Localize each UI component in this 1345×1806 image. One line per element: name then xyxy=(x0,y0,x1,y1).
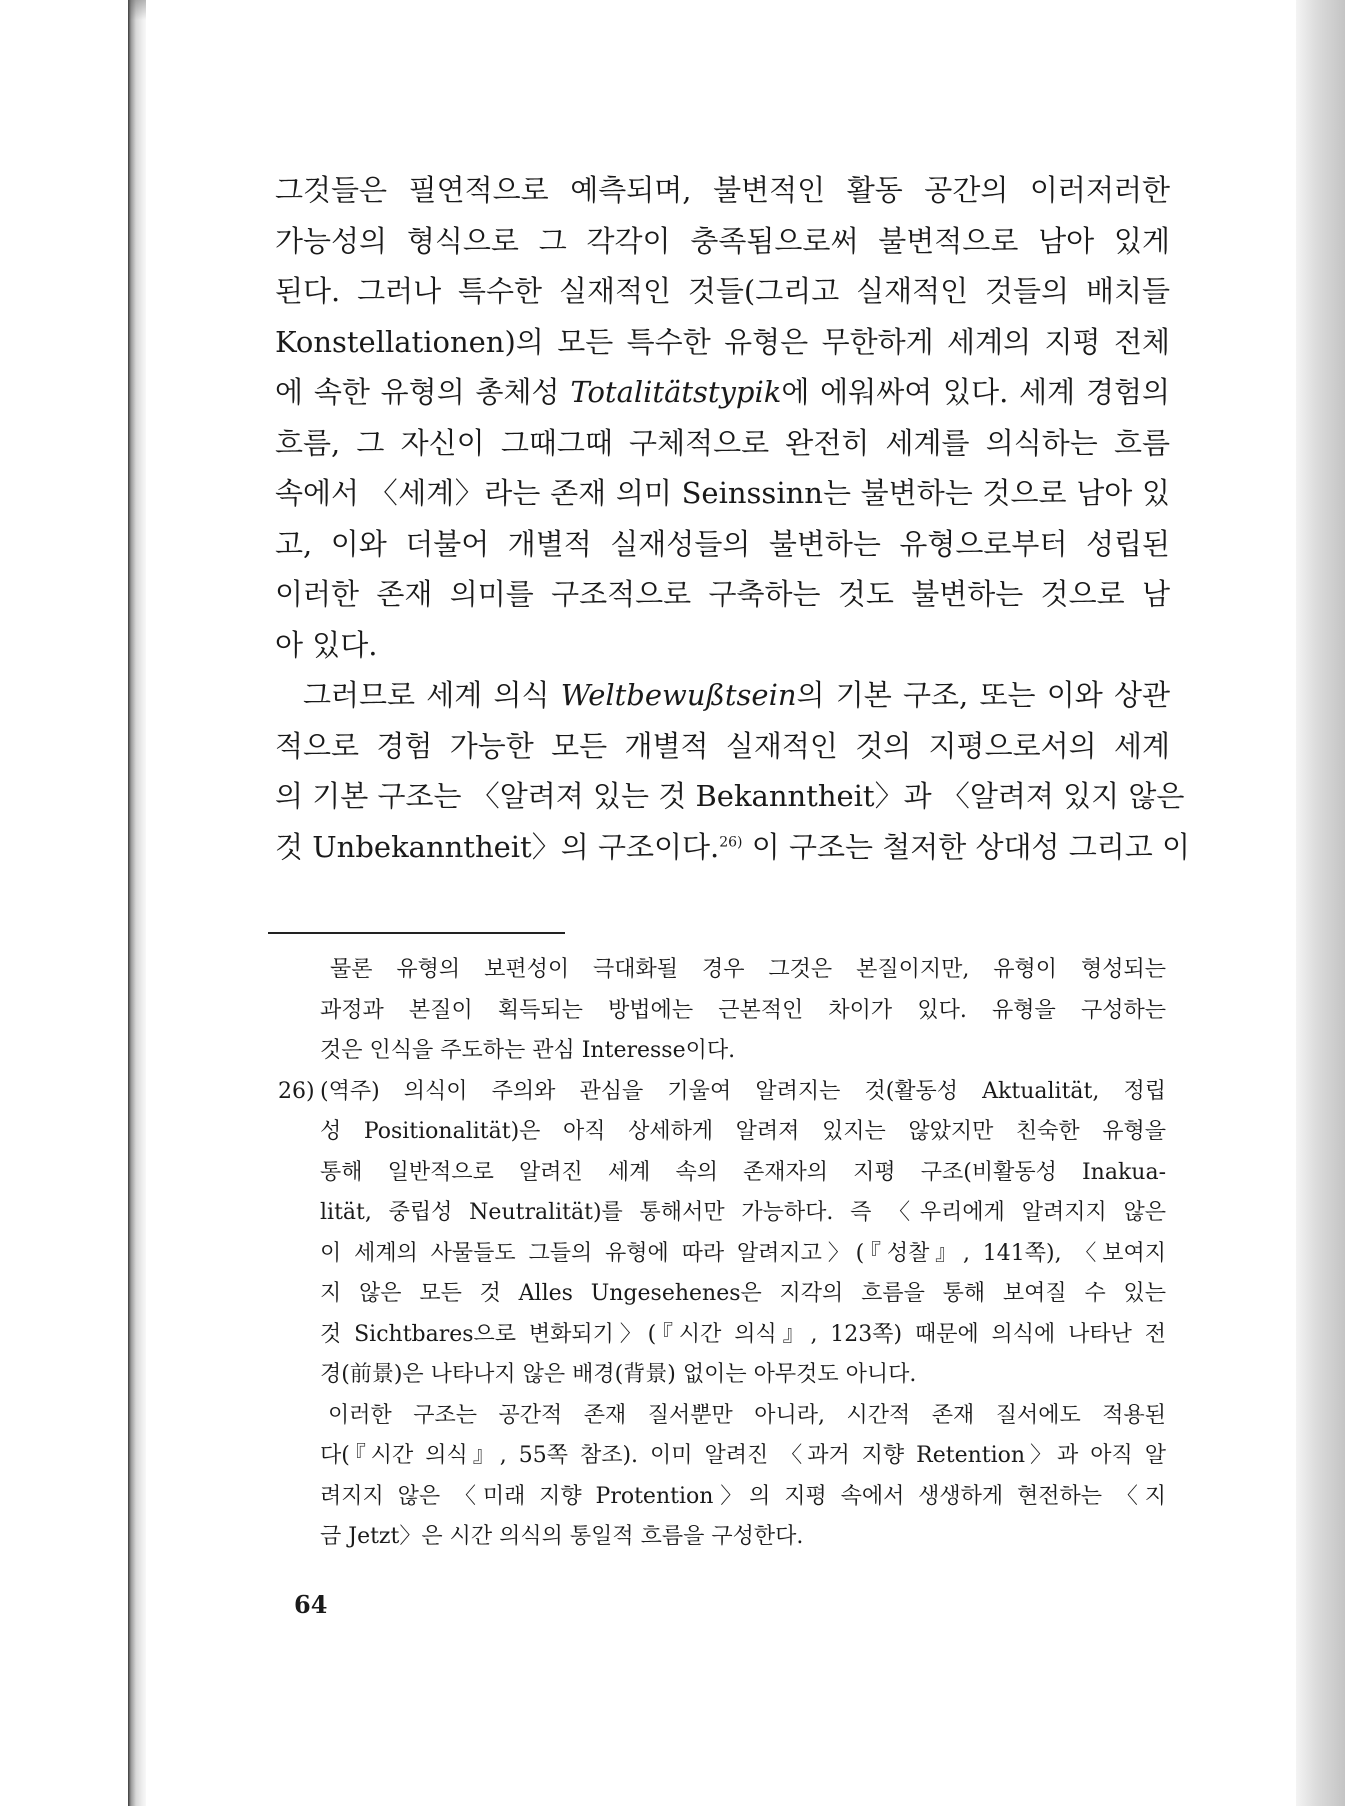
book-spine-shadow xyxy=(128,0,146,20)
book-spine-edge xyxy=(128,0,146,1806)
body-line-6: 흐름, 그 자신이 그때그때 구체적으로 완전히 세계를 의식하는 흐름 xyxy=(275,425,1170,460)
body-line-11-part-b: 의 기본 구조, 또는 이와 상관 xyxy=(796,678,1170,712)
body-line-4: Konstellationen)의 모든 특수한 유형은 무한하게 세계의 지평 전체 xyxy=(275,324,1170,359)
body-line-12: 적으로 경험 가능한 모든 개별적 실재적인 것의 지평으로서의 세계 xyxy=(275,728,1170,763)
body-line-11-part-a: 그러므로 세계 의식 xyxy=(303,678,561,712)
body-line-5-part-b: 에 에워싸여 있다. 세계 경험의 xyxy=(781,375,1170,409)
footnote-26-line-6: 지 않은 모든 것 Alles Ungesehenes은 지각의 흐름을 통해 보여질 수 있는 xyxy=(320,1281,1166,1306)
footnote-separator-rule xyxy=(268,932,565,934)
footnote-26-line-11: 려지지 않은 〈미래 지향 Protention〉의 지평 속에서 생생하게 현전하는 〈지 xyxy=(320,1483,1166,1509)
footnote-ref-26: 26) xyxy=(719,833,743,850)
body-line-14-part-b: 이 구조는 철저한 상대성 그리고 이 xyxy=(742,829,1191,864)
footnote-26-line-10: 다(『시간 의식』, 55쪽 참조). 이미 알려진 〈과거 지향 Retention〉과 아직 알 xyxy=(320,1443,1166,1468)
footnote-26-line-8: 경(前景)은 나타나지 않은 배경(背景) 없이는 아무것도 아니다. xyxy=(320,1362,917,1387)
body-line-10: 아 있다. xyxy=(275,627,378,662)
footnote-continued-line-3: 것은 인식을 주도하는 관심 Interesse이다. xyxy=(320,1038,736,1063)
footnote-26-line-2: 성 Positionalität)은 아직 상세하게 알려져 있지는 않았지만 친숙한 유형을 xyxy=(320,1119,1166,1144)
footnote-26-line-7: 것 Sichtbares으로 변화되기〉(『시간 의식』, 123쪽) 때문에 의식에 나타난 전 xyxy=(320,1321,1166,1347)
italic-term-weltbewusstsein: Weltbewußtsein xyxy=(560,678,797,712)
body-line-7: 속에서 〈세계〉라는 존재 의미 Seinssinn는 불변하는 것으로 남아 있 xyxy=(275,476,1170,510)
italic-term-totalitatstypik: Totalitätstypik xyxy=(570,375,782,409)
footnote-26-line-12: 금 Jetzt〉은 시간 의식의 통일적 흐름을 구성한다. xyxy=(320,1524,804,1549)
body-line-9: 이러한 존재 의미를 구조적으로 구축하는 것도 불변하는 것으로 남 xyxy=(275,577,1170,611)
page-number: 64 xyxy=(294,1590,328,1619)
footnote-26-number: 26) xyxy=(278,1078,315,1104)
footnote-continued-line-1: 물론 유형의 보편성이 극대화될 경우 그것은 본질이지만, 유형이 형성되는 xyxy=(330,957,1166,982)
body-line-13: 의 기본 구조는 〈알려져 있는 것 Bekanntheit〉과 〈알려져 있지 않은 xyxy=(275,779,1185,813)
body-line-3: 된다. 그러나 특수한 실재적인 것들(그리고 실재적인 것들의 배치들 xyxy=(275,274,1170,308)
body-line-5-part-a: 에 속한 유형의 총체성 xyxy=(275,375,571,409)
footnote-continued-line-2: 과정과 본질이 획득되는 방법에는 근본적인 차이가 있다. 유형을 구성하는 xyxy=(320,997,1166,1023)
body-line-2: 가능성의 형식으로 그 각각이 충족됨으로써 불변적으로 남아 있게 xyxy=(275,223,1170,258)
footnote-26-line-4: lität, 중립성 Neutralität)를 통해서만 가능하다. 즉 〈우리에게 알려지지 않은 xyxy=(320,1200,1166,1225)
body-line-14-part-a: 것 Unbekanntheit〉의 구조이다. xyxy=(275,829,720,864)
body-line-8: 고, 이와 더불어 개별적 실재성들의 불변하는 유형으로부터 성립된 xyxy=(275,526,1170,561)
footnotes xyxy=(278,950,1166,1558)
body-line-14 xyxy=(275,822,1191,873)
body-line-11 xyxy=(275,670,1170,721)
footnote-26-line-3: 통해 일반적으로 알려진 세계 속의 존재자의 지평 구조(비활동성 Inakua- xyxy=(320,1159,1166,1185)
footnote-26-line-1-text: (역주) 의식이 주의와 관심을 기울여 알려지는 것(활동성 Aktualität, 정립 xyxy=(320,1078,1166,1104)
body-line-5 xyxy=(275,367,1170,418)
footnote-26-line-1 xyxy=(278,1072,1166,1113)
footnote-26-line-9: 이러한 구조는 공간적 존재 질서뿐만 아니라, 시간적 존재 질서에도 적용된 xyxy=(328,1402,1166,1428)
body-line-1: 그것들은 필연적으로 예측되며, 불변적인 활동 공간의 이러저러한 xyxy=(275,173,1170,207)
main-body-text xyxy=(275,165,1191,872)
footnote-26-line-5: 이 세계의 사물들도 그들의 유형에 따라 알려지고〉(『성찰』, 141쪽), 〈보여지 xyxy=(320,1240,1166,1266)
page-edge-shadow xyxy=(1296,0,1345,1806)
